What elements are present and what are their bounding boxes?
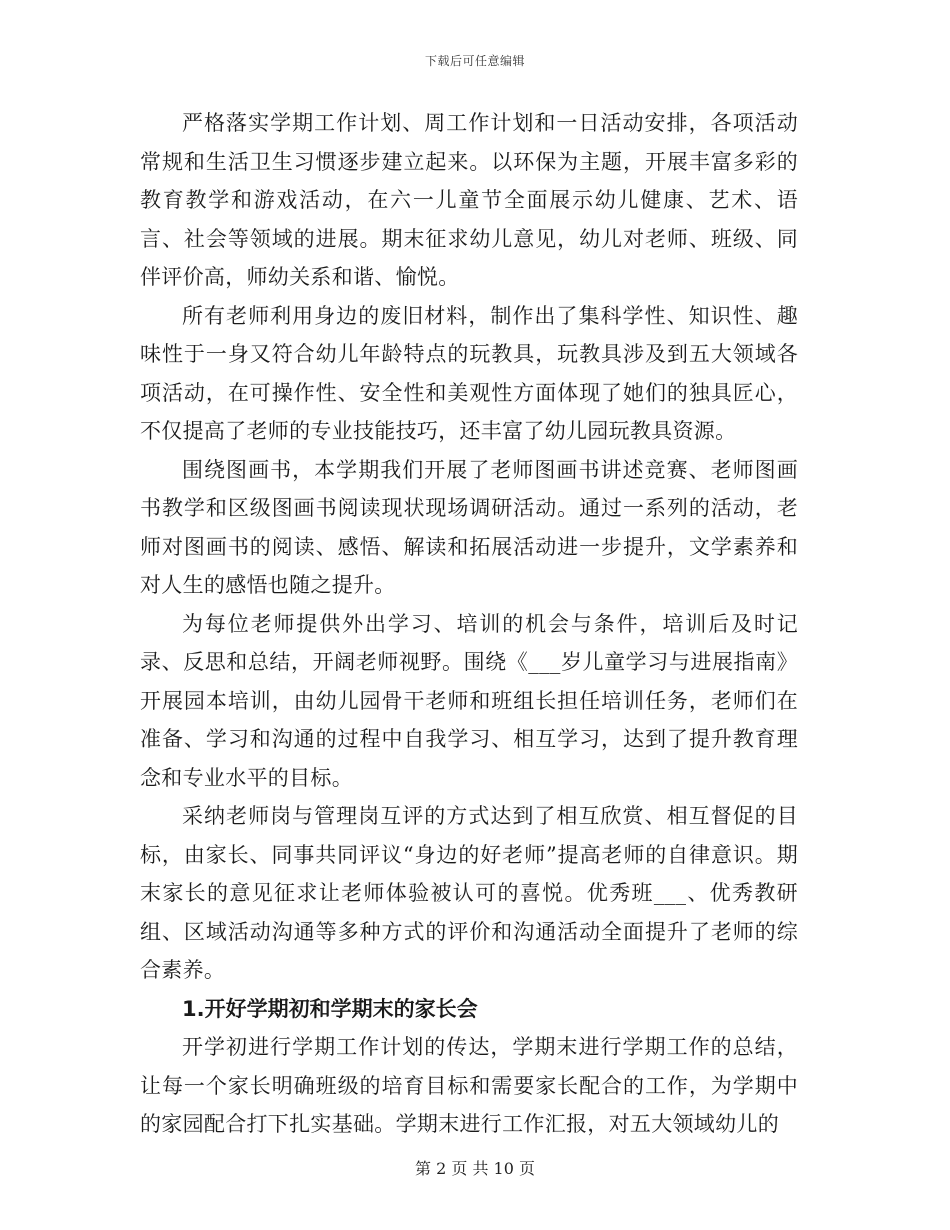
document-body	[140, 104, 798, 1144]
paragraph-2: 所有老师利用身边的废旧材料，制作出了集科学性、知识性、趣味性于一身又符合幼儿年龄特点的玩教具，玩教具涉及到五大领域各项活动，在可操作性、安全性和美观性方面体现了她们的独具匠心，不仅提高了老师的专业技能技巧，还丰富了幼儿园玩教具资源。	[140, 303, 798, 443]
paragraph-6: 开学初进行学期工作计划的传达，学期末进行学期工作的总结，让每一个家长明确班级的培育目标和需要家长配合的工作，为学期中的家园配合打下扎实基础。学期末进行工作汇报，对五大领域幼儿的	[140, 1035, 798, 1136]
paragraph-5: 采纳老师岗与管理岗互评的方式达到了相互欣赏、相互督促的目标，由家长、同事共同评议“身边的好老师”提高老师的自律意识。期末家长的意见征求让老师体验被认可的喜悦。优秀班___、优秀教研组、区域活动沟通等多种方式的评价和沟通活动全面提升了老师的综合素养。	[140, 804, 798, 982]
page-footer: 第 2 页 共 10 页	[415, 1159, 535, 1178]
paragraph-1: 严格落实学期工作计划、周工作计划和一日活动安排，各项活动常规和生活卫生习惯逐步建立起来。以环保为主题，开展丰富多彩的教育教学和游戏活动，在六一儿童节全面展示幼儿健康、艺术、语言、社会等领域的进展。期末征求幼儿意见，幼儿对老师、班级、同伴评价高，师幼关系和谐、愉悦。	[140, 111, 798, 289]
paragraph-3: 围绕图画书，本学期我们开展了老师图画书讲述竞赛、老师图画书教学和区级图画书阅读现状现场调研活动。通过一系列的活动，老师对图画书的阅读、感悟、解读和拓展活动进一步提升，文学素养和对人生的感悟也随之提升。	[140, 457, 798, 597]
section-heading: 1.开好学期初和学期末的家长会	[182, 996, 478, 1021]
page-header: 下载后可任意编辑	[424, 54, 525, 68]
paragraph-4: 为每位老师提供外出学习、培训的机会与条件，培训后及时记录、反思和总结，开阔老师视野。围绕《___岁儿童学习与进展指南》开展园本培训，由幼儿园骨干老师和班组长担任培训任务，老师们在准备、学习和沟通的过程中自我学习、相互学习，达到了提升教育理念和专业水平的目标。	[140, 611, 798, 790]
